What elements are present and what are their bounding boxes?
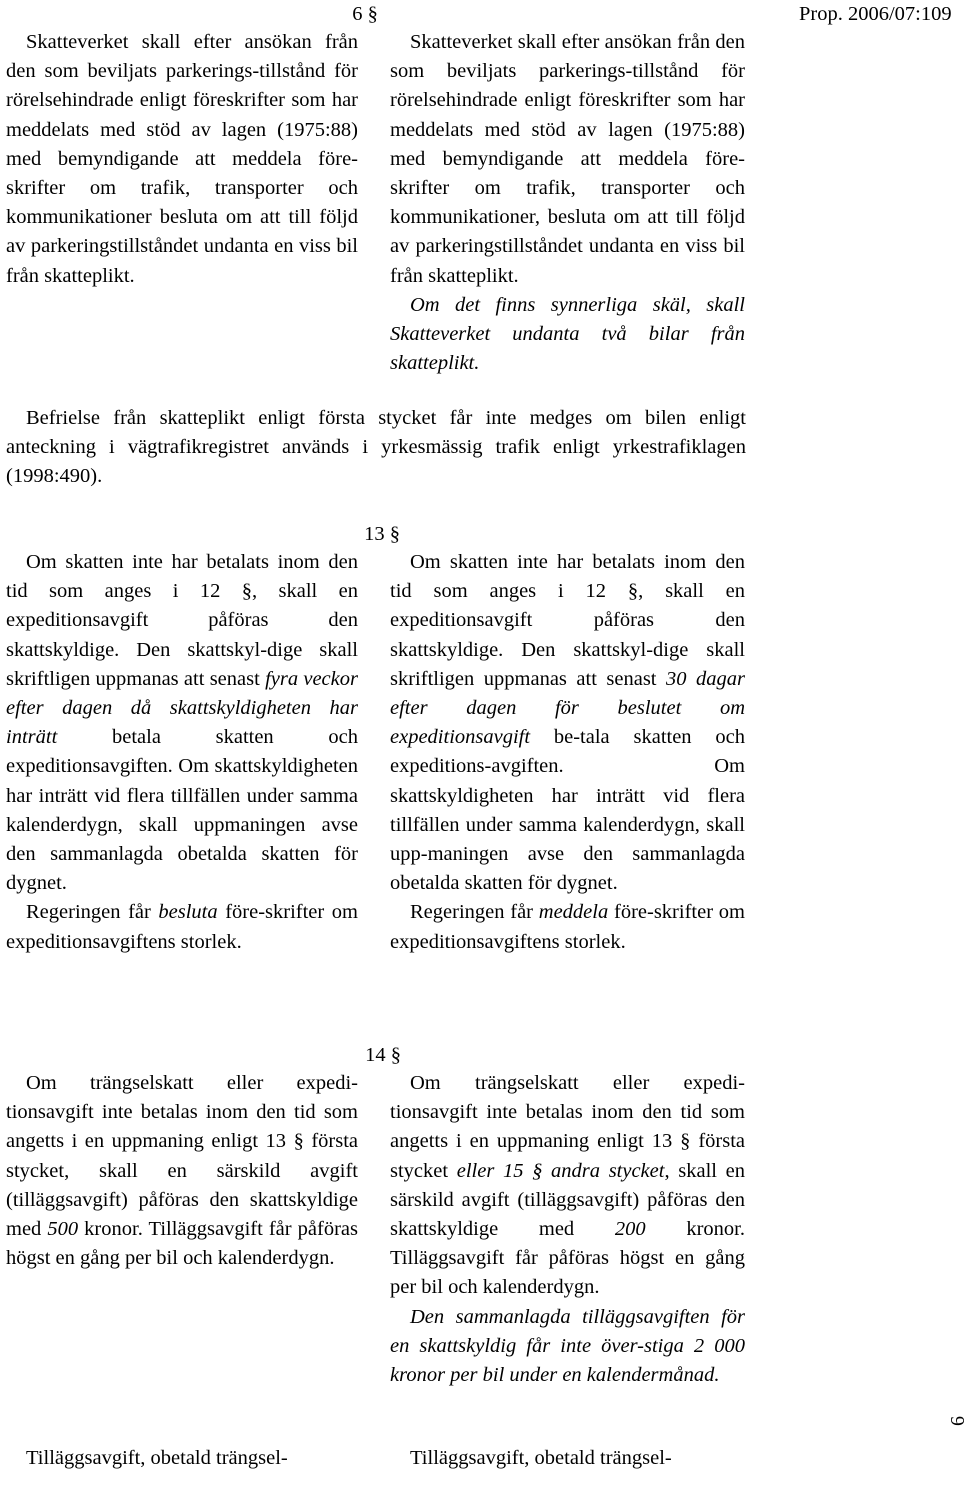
sec13-right-p2: Regeringen får meddela före-skrifter om expeditionsavgiftens storlek. bbox=[390, 901, 745, 953]
section-mark-14: 14 § bbox=[365, 1044, 401, 1066]
sec14-right-tail bbox=[390, 1444, 745, 1473]
sec13-right-column bbox=[390, 548, 745, 957]
proposition-label: Prop. 2006/07:109 bbox=[799, 3, 952, 25]
sec14-left-tail-text: Tilläggsavgift, obetald trängsel- bbox=[26, 1447, 288, 1469]
sec14-right-column bbox=[390, 1069, 745, 1390]
section-mark-13: 13 § bbox=[364, 523, 400, 545]
sec6-right-column bbox=[390, 28, 745, 378]
sec14-left-p1: Om trängselskatt eller expedi-tionsavgift inte betalas inom den tid som angetts i en uppmaning enligt 13 § första stycket, skall en särskild avgift (tilläggsavgift) påföras den skattskyldige med 500 kronor. Tilläggsavgift får påföras högst en gång per bil och kalenderdygn. bbox=[6, 1072, 358, 1270]
sec6-full-paragraph bbox=[6, 404, 746, 492]
sec14-right-p1: Om trängselskatt eller expedi-tionsavgift inte betalas inom den tid som angetts i en uppmaning enligt 13 § första stycket eller 15 § andra stycket, skall en särskild avgift (tilläggsavgift) påföras den skattskyldige med 200 kronor. Tilläggsavgift får påföras högst en gång per bil och kalenderdygn. bbox=[390, 1072, 745, 1299]
sec14-left-tail bbox=[6, 1444, 358, 1473]
sec14-right-tail-text: Tilläggsavgift, obetald trängsel- bbox=[410, 1447, 672, 1469]
sec6-left-text: Skatteverket skall efter ansökan från den som beviljats parkerings-tillstånd för rörelsehindrade enligt föreskrifter som har meddelats med stöd av lagen (1975:88) med bemyndigande att meddela före-skrifter om trafik, transporter och kommunikationer besluta om att till följd av parkeringstillståndet undanta en viss bil från skatteplikt. bbox=[6, 31, 358, 287]
sec6-right-italic: Om det finns synnerliga skäl, skall Skatteverket undanta två bilar från skatteplikt. bbox=[390, 293, 745, 375]
sec6-full-text: Befrielse från skatteplikt enligt första stycket får inte medges om bilen enligt anteckning i vägtrafikregistret används i yrkesmässig trafik enligt yrkestrafiklagen (1998:490). bbox=[6, 407, 746, 488]
sec13-left-column bbox=[6, 548, 358, 957]
sec13-left-p2: Regeringen får besluta före-skrifter om expeditionsavgiftens storlek. bbox=[6, 901, 358, 953]
sec13-right-p1: Om skatten inte har betalats inom den tid som anges i 12 §, skall en expeditionsavgift påföras den skattskyldige. Den skattskyl-dige skall skriftligen uppmanas att senast 30 dagar efter dagen för beslutet om expeditionsavgift be-tala skatten och expeditions-avgiften. Om skattskyldigheten har inträtt vid flera tillfällen under samma kalenderdygn, skall upp-maningen avse den sammanlagda obetalda skatten för dygnet. bbox=[390, 551, 745, 895]
sec13-left-p1: Om skatten inte har betalats inom den tid som anges i 12 §, skall en expeditionsavgift påföras den skattskyldige. Den skattskyl-dige skall skriftligen uppmanas att senast fyra veckor efter dagen då skattskyldigheten har inträtt betala skatten och expeditionsavgiften. Om skattskyldigheten har inträtt vid flera tillfällen under samma kalenderdygn, skall uppmaningen avse den sammanlagda obetalda skatten för dygnet. bbox=[6, 551, 358, 895]
section-mark-6: 6 § bbox=[352, 3, 378, 25]
page-number: 6 bbox=[947, 1416, 969, 1426]
sec6-left-column bbox=[6, 28, 358, 291]
sec6-right-text: Skatteverket skall efter ansökan från den som beviljats parkerings-tillstånd för rörelsehindrade enligt föreskrifter som har meddelats med stöd av lagen (1975:88) med bemyndigande att meddela före-skrifter om trafik, transporter och kommunikationer, besluta om att till följd av parkeringstillståndet undanta en viss bil från skatteplikt. bbox=[390, 31, 745, 287]
sec14-left-column bbox=[6, 1069, 358, 1273]
sec14-right-italic: Den sammanlagda tilläggsavgiften för en skattskyldig får inte över-stiga 2 000 kronor per bil under en kalendermånad. bbox=[390, 1305, 745, 1387]
